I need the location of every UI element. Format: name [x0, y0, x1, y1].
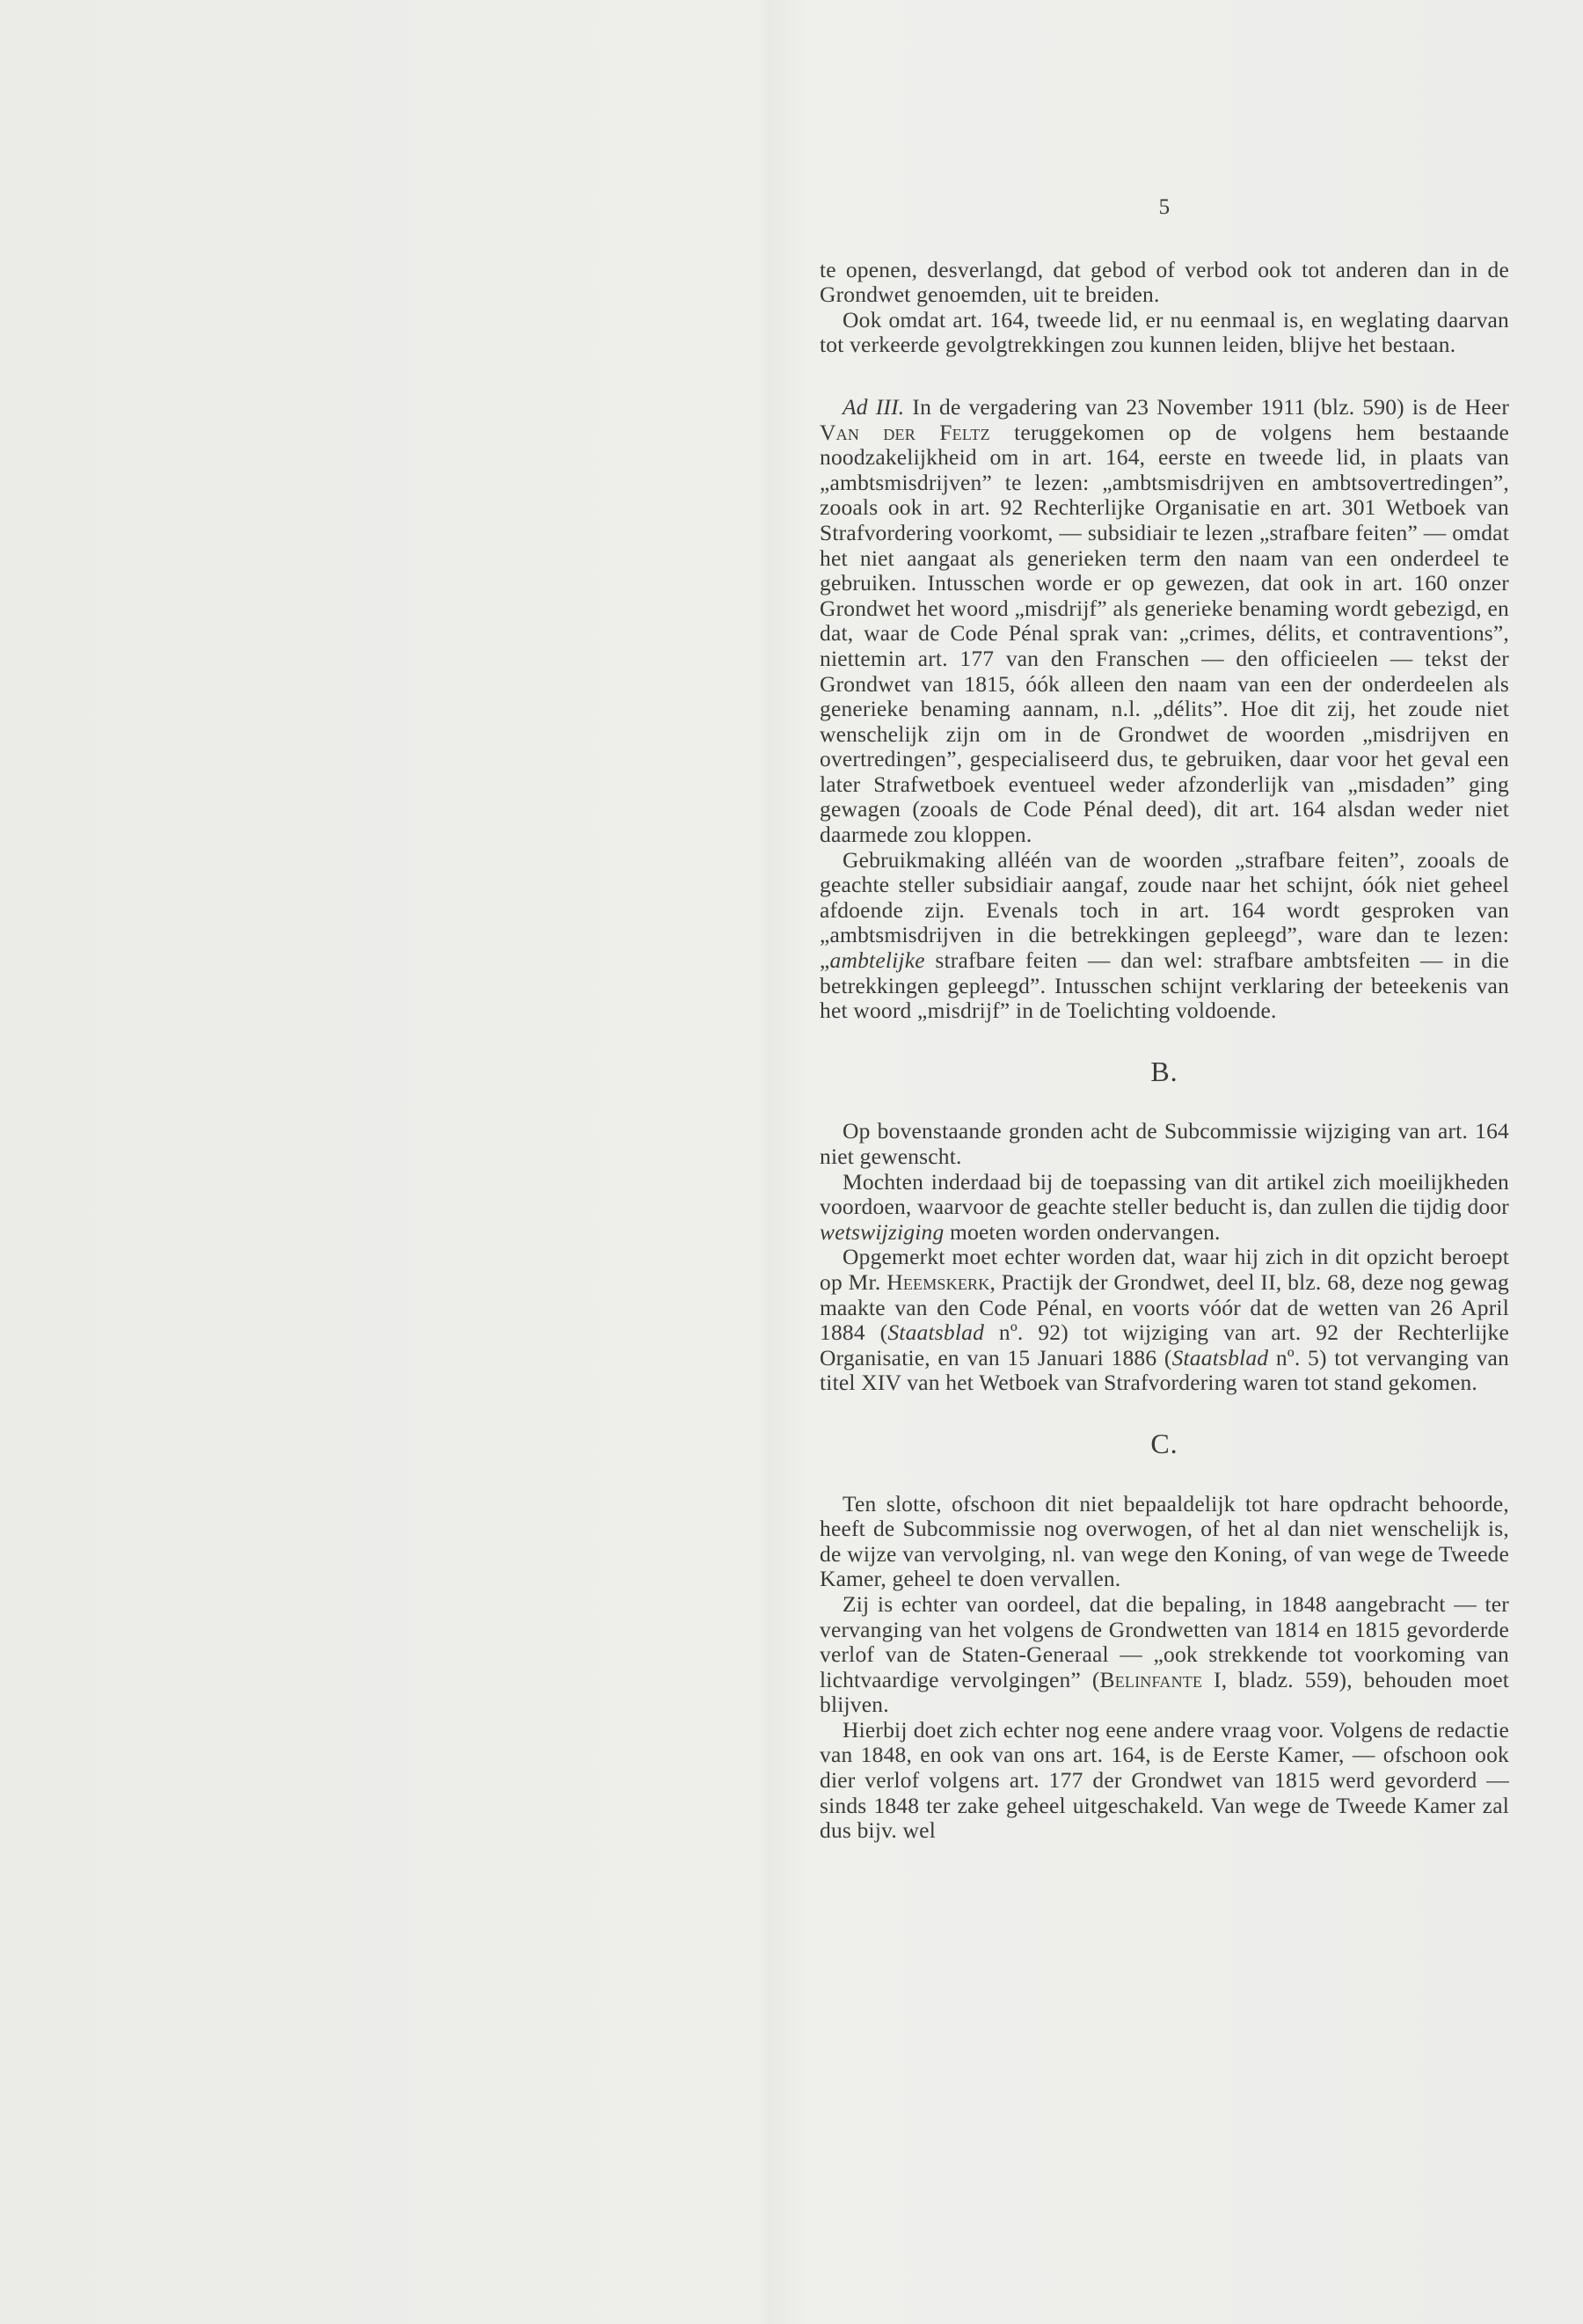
c2-name: Belinfante [1099, 1666, 1203, 1692]
gebruikmaking-text-1: Gebruikmaking alléén van de woorden „strafbare feiten”, zooals de geachte steller subsidiair aangaf, zoude naar het schijnt, óók niet geheel afdoende zijn. Evenals toch in art. 164 wordt gesproken van „ambtsmisdrijven in die betrekkingen gepleegd”, ware dan te lezen: „ [820, 846, 1509, 974]
c2-text-2: I, bladz. 559), behouden moet blijven. [820, 1666, 1509, 1718]
paragraph-b-3 [820, 1245, 1509, 1396]
c2-text-1: Zij is echter van oordeel, dat die bepaling, in 1848 aangebracht — ter vervanging van het volgens de Grondwetten van 1814 en 1815 gevorderde verlof van de Staten-Generaal — „ook strekkende tot voorkoming van lichtvaardige vervolgingen” ( [820, 1590, 1509, 1692]
b3-name: Heemskerk [886, 1268, 990, 1295]
ad-iii-text-1: In de vergadering van 23 November 1911 (blz. 590) is de Heer [912, 393, 1510, 420]
b2-text-2: moeten worden ondervangen. [944, 1218, 1221, 1245]
page-number: 5 [1158, 195, 1171, 219]
paragraph-gebruikmaking [820, 848, 1509, 1024]
section-heading-b: B. [1150, 1055, 1178, 1087]
b3-text-1: Opgemerkt moet echter worden dat, waar hij zich in dit opzicht beroept op Mr. [820, 1244, 1509, 1295]
paragraph-c-1: Ten slotte, ofschoon dit niet bepaaldelijk tot hare opdracht behoorde, heeft de Subcommissie nog overwogen, of het al dan niet wenschelijk is, de wijze van vervolging, nl. van wege den Koning, of van wege de Tweede Kamer, geheel te doen vervallen. [820, 1490, 1509, 1592]
b3-italic-1: Staatsblad [887, 1319, 985, 1346]
ad-iii-text-2: teruggekomen op de volgens hem bestaande noodzakelijkheid om in art. 164, eerste en tweede lid, in plaats van „ambtsmisdrijven” te lezen: „ambtsmisdrijven en ambtsovertredingen”, zooals ook in art. 92 Rechterlijke Organisatie en art. 301 Wetboek van Strafvordering voorkomt, — subsidiair te lezen „strafbare feiten” — omdat het niet aangaat als generieken term den naam van een onderdeel te gebruiken. Intusschen worde er op gewezen, dat ook in art. 160 onzer Grondwet het woord „misdrijf” als generieke benaming wordt gebezigd, en dat, waar de Code Pénal sprak van: „crimes, délits, et contraventions”, niettemin art. 177 van den Franschen — den officieelen — tekst der Grondwet van 1815, óók alleen den naam van een der onderdeelen als generieke benaming aannam, n.l. „délits”. Hoe dit zij, het zoude niet wenschelijk zijn om in de Grondwet de woorden „misdrijven en overtredingen”, gespecialiseerd dus, te gebruiken, daar voor het geval een later Strafwetboek eventueel weder afzonderlijk van „misdaden” ging gewagen (zooals de Code Pénal deed), dit art. 164 alsdan weder niet daarmede zou kloppen. [820, 419, 1509, 848]
section-heading-c: C. [1150, 1427, 1178, 1459]
ad-iii-name: Van der Feltz [820, 419, 990, 445]
b3-text-4: nº. 5) tot vervanging van titel XIV van het Wetboek van Strafvordering waren tot stand gekomen. [820, 1344, 1509, 1396]
b3-text-3: nº. 92) tot wijziging van art. 92 der Rechterlijke Organisatie, en van 15 Januari 1886 ( [820, 1319, 1509, 1370]
paragraph-ook-omdat: Ook omdat art. 164, tweede lid, er nu eenmaal is, en weglating daarvan tot verkeerde gevolgtrekkingen zou kunnen leiden, blijve het bestaan. [820, 306, 1509, 358]
text-column [820, 195, 1509, 1844]
paragraph-c-3: Hierbij doet zich echter nog eene andere vraag voor. Volgens de redactie van 1848, en ook van ons art. 164, is de Eerste Kamer, — ofschoon ook dier verlof volgens art. 177 der Grondwet van 1815 werd gevorderd — sinds 1848 ter zake geheel uitgeschakeld. Van wege de Tweede Kamer zal dus bijv. wel [820, 1716, 1509, 1844]
spacer [820, 358, 1509, 395]
gebruikmaking-italic: ambtelijke [829, 947, 925, 974]
b2-italic: wetswijziging [820, 1218, 945, 1245]
ad-iii-label: Ad III. [843, 393, 905, 420]
gebruikmaking-text-2: strafbare feiten — dan wel: strafbare ambtsfeiten — in die betrekkingen gepleegd”. Intusschen schijnt verklaring der beteekenis van het woord „misdrijf” in de Toelichting voldoende. [820, 947, 1509, 1024]
paragraph-b-1: Op bovenstaande gronden acht de Subcommissie wijziging van art. 164 niet gewenscht. [820, 1118, 1509, 1169]
paragraph-b-2 [820, 1170, 1509, 1246]
b3-text-2: , Practijk der Grondwet, deel II, blz. 68, deze nog gewag maakte van den Code Pénal, en voorts vóór dat de wetten van 26 April 1884 ( [820, 1268, 1509, 1346]
paragraph-continued: te openen, desverlangd, dat gebod of verbod ook tot anderen dan in de Grondwet genoemden, uit te breiden. [820, 256, 1509, 308]
paragraph-c-2 [820, 1592, 1509, 1718]
b2-text-1: Mochten inderdaad bij de toepassing van dit artikel zich moeilijkheden voordoen, waarvoor de geachte steller beducht is, dan zullen die tijdig door [820, 1168, 1509, 1220]
b3-italic-2: Staatsblad [1171, 1344, 1269, 1370]
paragraph-ad-iii [820, 395, 1509, 848]
